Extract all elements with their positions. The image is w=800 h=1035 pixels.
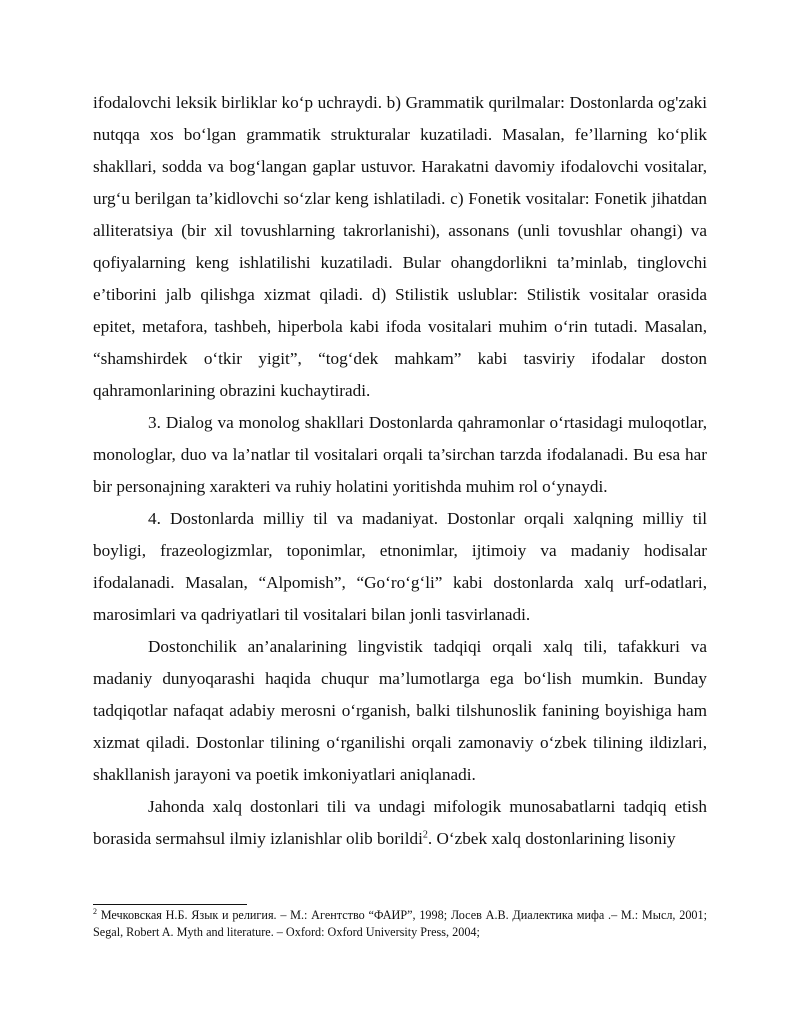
paragraph-text-before-note: Jahonda xalq dostonlari tili va undagi mifologik munosabatlarni tadqiq etish borasida sermahsul ilmiy izlanishlar olib borildi <box>93 797 707 848</box>
paragraph-dostonchilik-research: Dostonchilik an’analarining lingvistik tadqiqi orqali xalq tili, tafakkuri va madaniy dunyoqarashi haqida chuqur ma’lumotlarga ega bo‘lish mumkin. Bunday tadqiqotlar nafaqat adabiy merosni o‘rganish, balki tilshunoslik fanining boyishiga ham xizmat qiladi. Dostonlar tilining o‘rganilishi orqali zamonaviy o‘zbek tilining ildizlari, shakllanish jarayoni va poetik imkoniyatlari aniqlanadi. <box>93 637 707 784</box>
footnote-reference[interactable]: 2 <box>422 829 428 841</box>
footnote <box>93 907 707 941</box>
paragraph-linguistic-features: ifodalovchi leksik birliklar ko‘p uchraydi. b) Grammatik qurilmalar: Dostonlarda og'zaki nutqqa xos bo‘lgan grammatik strukturalar kuzatiladi. Masalan, fe’llarning ko‘plik shakllari, sodda va bog‘langan gaplar ustuvor. Harakatni davomiy ifodalovchi vositalar, urg‘u berilgan ta’kidlovchi so‘zlar keng ishlatiladi. c) Fonetik vositalar: Fonetik jihatdan alliteratsiya (bir xil tovushlarning takrorlanishi), assonans (unli tovushlar ohangi) va qofiyalarning keng ishlatilishi kuzatiladi. Bular ohangdorlikni ta’minlab, tinglovchi e’tiborini jalb qilishga xizmat qiladi. d) Stilistik uslublar: Stilistik vositalar orasida epitet, metafora, tashbeh, hiperbola kabi ifoda vositalari muhim o‘rin tutadi. Masalan, “shamshirdek o‘tkir yigit”, “tog‘dek mahkam” kabi tasviriy ifodalar doston qahramonlarining obrazini kuchaytiradi. <box>93 93 707 400</box>
footnote-mark: 2 <box>93 906 97 916</box>
paragraph-dialog-monolog: 3. Dialog va monolog shakllari Dostonlarda qahramonlar o‘rtasidagi muloqotlar, monologlar, duo va la’natlar til vositalari orqali ta’sirchan tarzda ifodalanadi. Bu esa har bir personajning xarakteri va ruhiy holatini yoritishda muhim rol o‘ynaydi. <box>93 413 707 496</box>
document-body <box>93 87 707 855</box>
footnote-text: Мечковская Н.Б. Язык и религия. – М.: Агентство “ФАИР”, 1998; Лосев А.В. Диалектика мифа .– М.: Мысл, 2001; Segal, Robert A. Myth and literature. – Oxford: Oxford University Press, 2004; <box>93 908 707 939</box>
paragraph-world-research <box>93 791 707 855</box>
paragraph-national-language: 4. Dostonlarda milliy til va madaniyat. Dostonlar orqali xalqning milliy til boyligi, frazeologizmlar, toponimlar, etnonimlar, ijtimoiy va madaniy hodisalar ifodalanadi. Masalan, “Alpomish”, “Go‘ro‘g‘li” kabi dostonlarda xalq urf-odatlari, marosimlari va qadriyatlari til vositalari bilan jonli tasvirlanadi. <box>93 509 707 624</box>
footnote-separator <box>93 904 247 905</box>
paragraph-text-after-note: . O‘zbek xalq dostonlarining lisoniy <box>427 829 676 848</box>
